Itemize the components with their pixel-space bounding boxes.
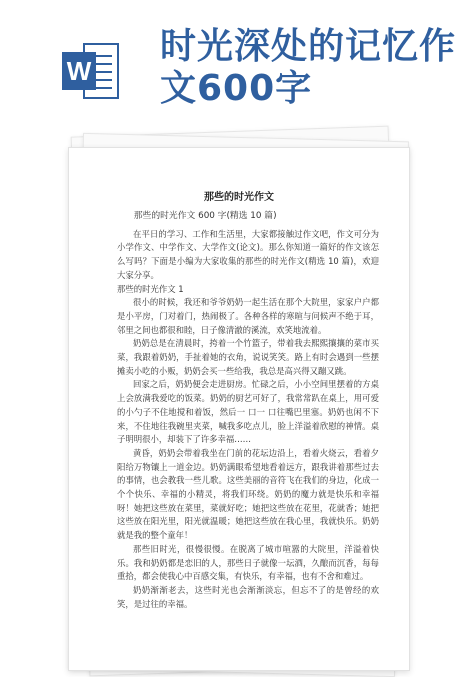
document-subtitle: 那些的时光作文 600 字(精选 10 篇)	[133, 211, 277, 221]
document-page	[68, 147, 410, 671]
paragraph: 在平日的学习、工作和生活里，大家都接触过作文吧，作文可分为小学作文、中学作文、大学作文(论文)。那么你知道一篇好的作文该怎么写吗？下面是小编为大家收集的那些的时光作文(精选 10 篇)，欢迎大家分享。	[117, 228, 379, 280]
paragraph: 很小的时候，我还和爷爷奶奶一起生活在那个大院里，家家户户都是小平房，门对着门，热闹极了。各种各样的寒暄与问候声不绝于耳，邻里之间也都很和睦，日子像清澈的溪流，欢笑地流着。	[117, 297, 379, 335]
document-heading: 那些的时光作文	[204, 192, 274, 203]
paragraph: 奶奶总是在清晨时，挎着一个竹篮子，带着我去熙熙攘攘的菜市买菜，我跟着奶奶，手扯着她的衣角，说说笑笑。路上有时会遇到一些摆摊卖小吃的小贩，奶奶会买一些给我，我总是高兴得又蹦又跳。	[117, 338, 379, 376]
paragraph: 回家之后，奶奶便会走进厨房。忙碌之后，小小空间里摆着的方桌上会放满我爱吃的饭菜。奶奶的厨艺可好了，我常常趴在桌上，用可爱的小勺子不住地搅和着饭，然后一 口一 口往嘴巴里塞。奶奶也闲不下来，不住地往我碗里夹菜，喊我多吃点儿，脸上洋溢着欣慰的神情。桌子明明很小，却装下了许多幸福……	[117, 379, 379, 445]
paragraph: 奶奶渐渐老去，这些时光也会渐渐淡忘，但忘不了的是曾经的欢笑，是过往的幸福。	[117, 584, 379, 609]
document-preview	[0, 125, 474, 669]
title-line-2: 文600字	[160, 68, 313, 109]
document-body	[117, 210, 379, 611]
paragraph: 那些旧时光，很慢很慢。在脱离了城市喧嚣的大院里，洋溢着快乐。我和奶奶都是恋旧的人，那些日子就像一坛酒，久酿而沉香，每每重拾，都会使我心中百感交集，有快乐，有幸福，也有不舍和难过。	[117, 543, 379, 582]
page-title	[160, 26, 460, 110]
word-document-icon	[58, 38, 124, 104]
header-banner	[0, 0, 474, 130]
paragraph: 黄昏，奶奶会带着我坐在门前的花坛边沿上，看着火烧云，看着夕阳给万物镶上一道金边。奶奶满眼希望地看着远方，跟我讲着那些过去的事情，也会教我一些儿歌。这些美丽的音符飞在我们的身边，化成一个个快乐、幸福的小精灵，将我们环绕。奶奶的魔力就是快乐和幸福呀！她把这些放在菜里，菜就好吃；她把这些放在花里，花就香；她把这些放在阳光里，阳光就温暖；她把这些放在我心里，我就快乐。奶奶就是我的整个童年！	[117, 447, 379, 541]
section-heading: 那些的时光作文 1	[117, 283, 184, 294]
word-icon-letter: W	[66, 56, 92, 86]
title-line-1: 时光深处的记忆作	[160, 26, 457, 67]
